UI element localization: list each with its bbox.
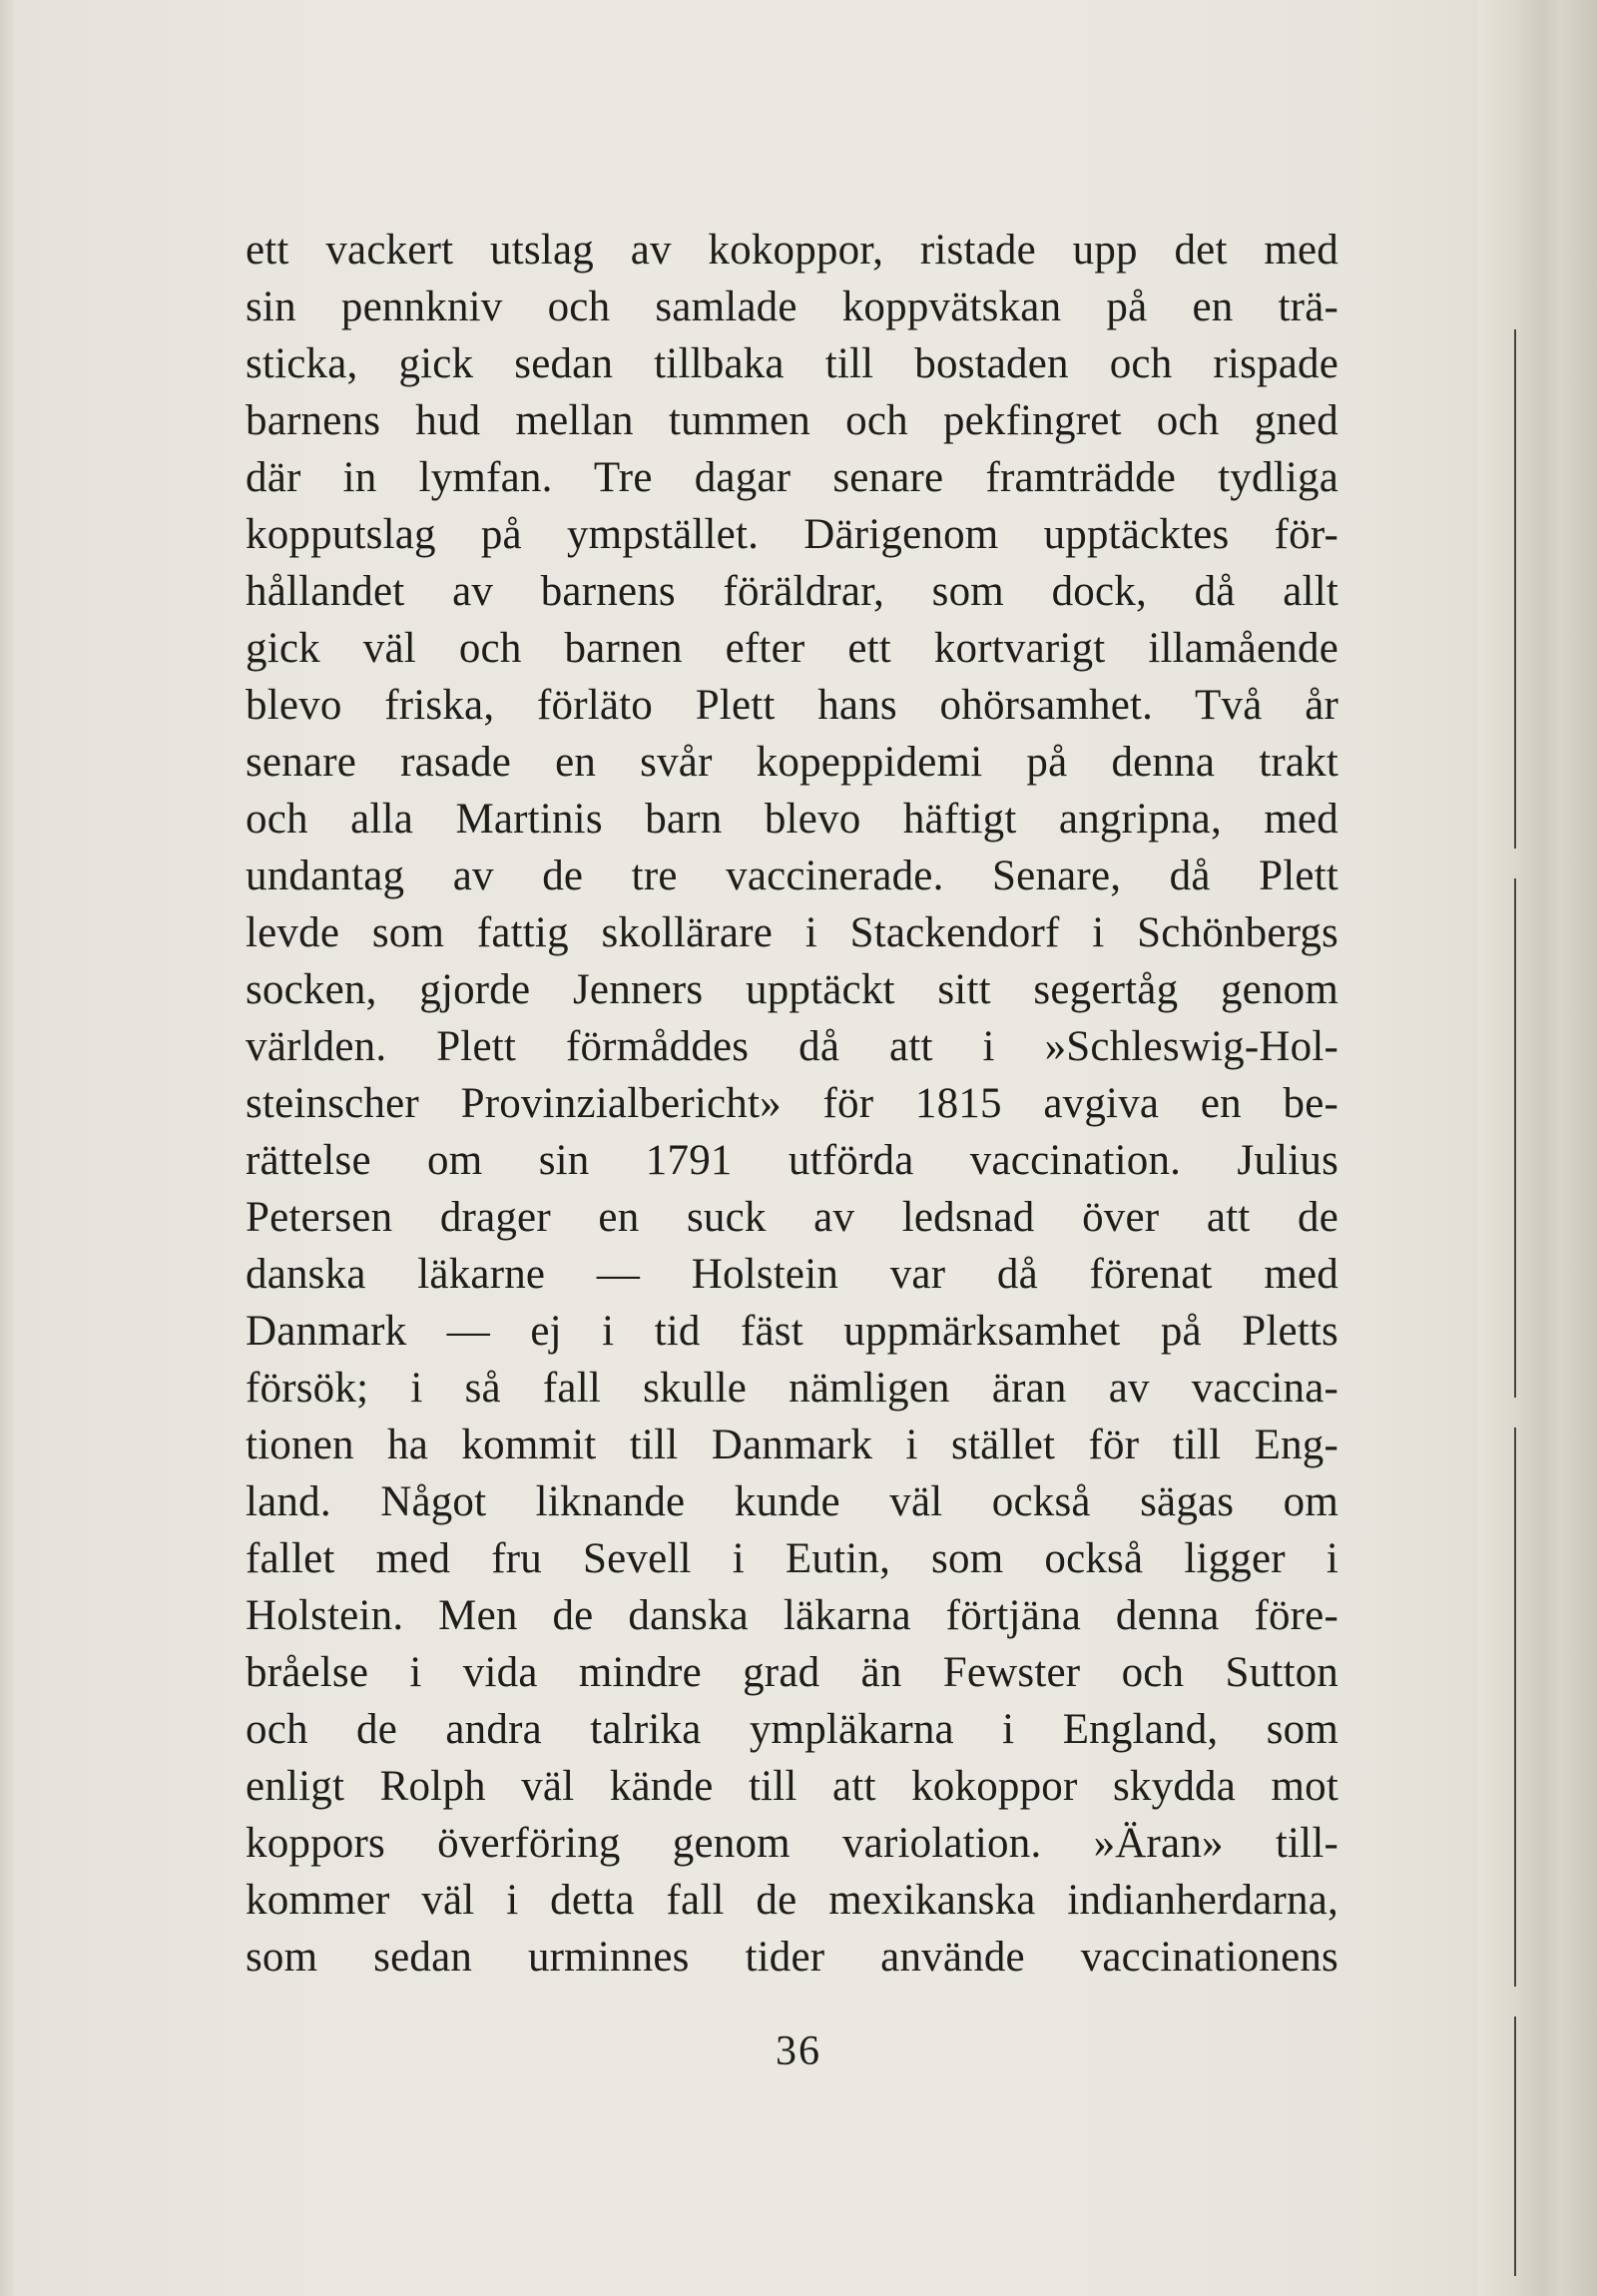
text-line: kommer väl i detta fall de mexikanska indianherdarna, [246, 1877, 1338, 1924]
text-line: senare rasade en svår kopeppidemi på denna trakt [246, 739, 1338, 786]
text-line: undantag av de tre vaccinerade. Senare, då Plett [246, 853, 1338, 899]
text-line: Petersen drager en suck av ledsnad över att de [246, 1194, 1338, 1241]
text-line: kopputslag på ympstället. Därigenom upptäcktes för- [246, 511, 1338, 558]
text-line: världen. Plett förmåddes då att i »Schleswig-Hol- [246, 1023, 1338, 1070]
text-line: steinscher Provinzialbericht» för 1815 avgiva en be- [246, 1080, 1338, 1127]
text-line: tionen ha kommit till Danmark i stället för till Eng- [246, 1422, 1338, 1468]
edge-line [1514, 329, 1516, 849]
text-line: levde som fattig skollärare i Stackendorf i Schönbergs [246, 909, 1338, 956]
text-line: hållandet av barnens föräldrar, som dock, då allt [246, 568, 1338, 615]
edge-line [1514, 2016, 1516, 2276]
page-edge-stack [1477, 0, 1597, 2296]
text-line: ett vackert utslag av kokoppor, ristade upp det med [246, 227, 1338, 274]
body-text [246, 222, 1338, 1986]
text-line: enligt Rolph väl kände till att kokoppor skydda mot [246, 1763, 1338, 1810]
text-line: koppors överföring genom variolation. »Äran» till- [246, 1820, 1338, 1867]
text-line: Danmark — ej i tid fäst uppmärksamhet på Pletts [246, 1308, 1338, 1355]
text-line: och alla Martinis barn blevo häftigt angripna, med [246, 796, 1338, 843]
page-gutter-shadow [0, 0, 14, 2296]
text-line: sin pennkniv och samlade koppvätskan på en trä- [246, 284, 1338, 330]
text-line: fallet med fru Sevell i Eutin, som också ligger i [246, 1535, 1338, 1582]
text-line: gick väl och barnen efter ett kortvarigt illamående [246, 625, 1338, 672]
page-number: 36 [776, 2028, 821, 2074]
text-line: sticka, gick sedan tillbaka till bostaden och rispade [246, 340, 1338, 387]
text-line: där in lymfan. Tre dagar senare framträdde tydliga [246, 454, 1338, 501]
text-line: barnens hud mellan tummen och pekfingret och gned [246, 397, 1338, 444]
text-line: land. Något liknande kunde väl också sägas om [246, 1478, 1338, 1525]
text-line: danska läkarne — Holstein var då förenat med [246, 1251, 1338, 1298]
edge-line [1514, 878, 1516, 1398]
text-line: rättelse om sin 1791 utförda vaccination. Julius [246, 1137, 1338, 1184]
text-line: socken, gjorde Jenners upptäckt sitt segertåg genom [246, 966, 1338, 1013]
text-line: blevo friska, förläto Plett hans ohörsamhet. Två år [246, 682, 1338, 729]
text-line: försök; i så fall skulle nämligen äran av vaccina- [246, 1365, 1338, 1412]
text-line: som sedan urminnes tider använde vaccinationens [246, 1934, 1338, 1981]
text-line: och de andra talrika ympläkarna i England, som [246, 1706, 1338, 1753]
text-line: Holstein. Men de danska läkarna förtjäna denna före- [246, 1592, 1338, 1639]
edge-line [1514, 1428, 1516, 1987]
text-line: bråelse i vida mindre grad än Fewster och Sutton [246, 1649, 1338, 1696]
